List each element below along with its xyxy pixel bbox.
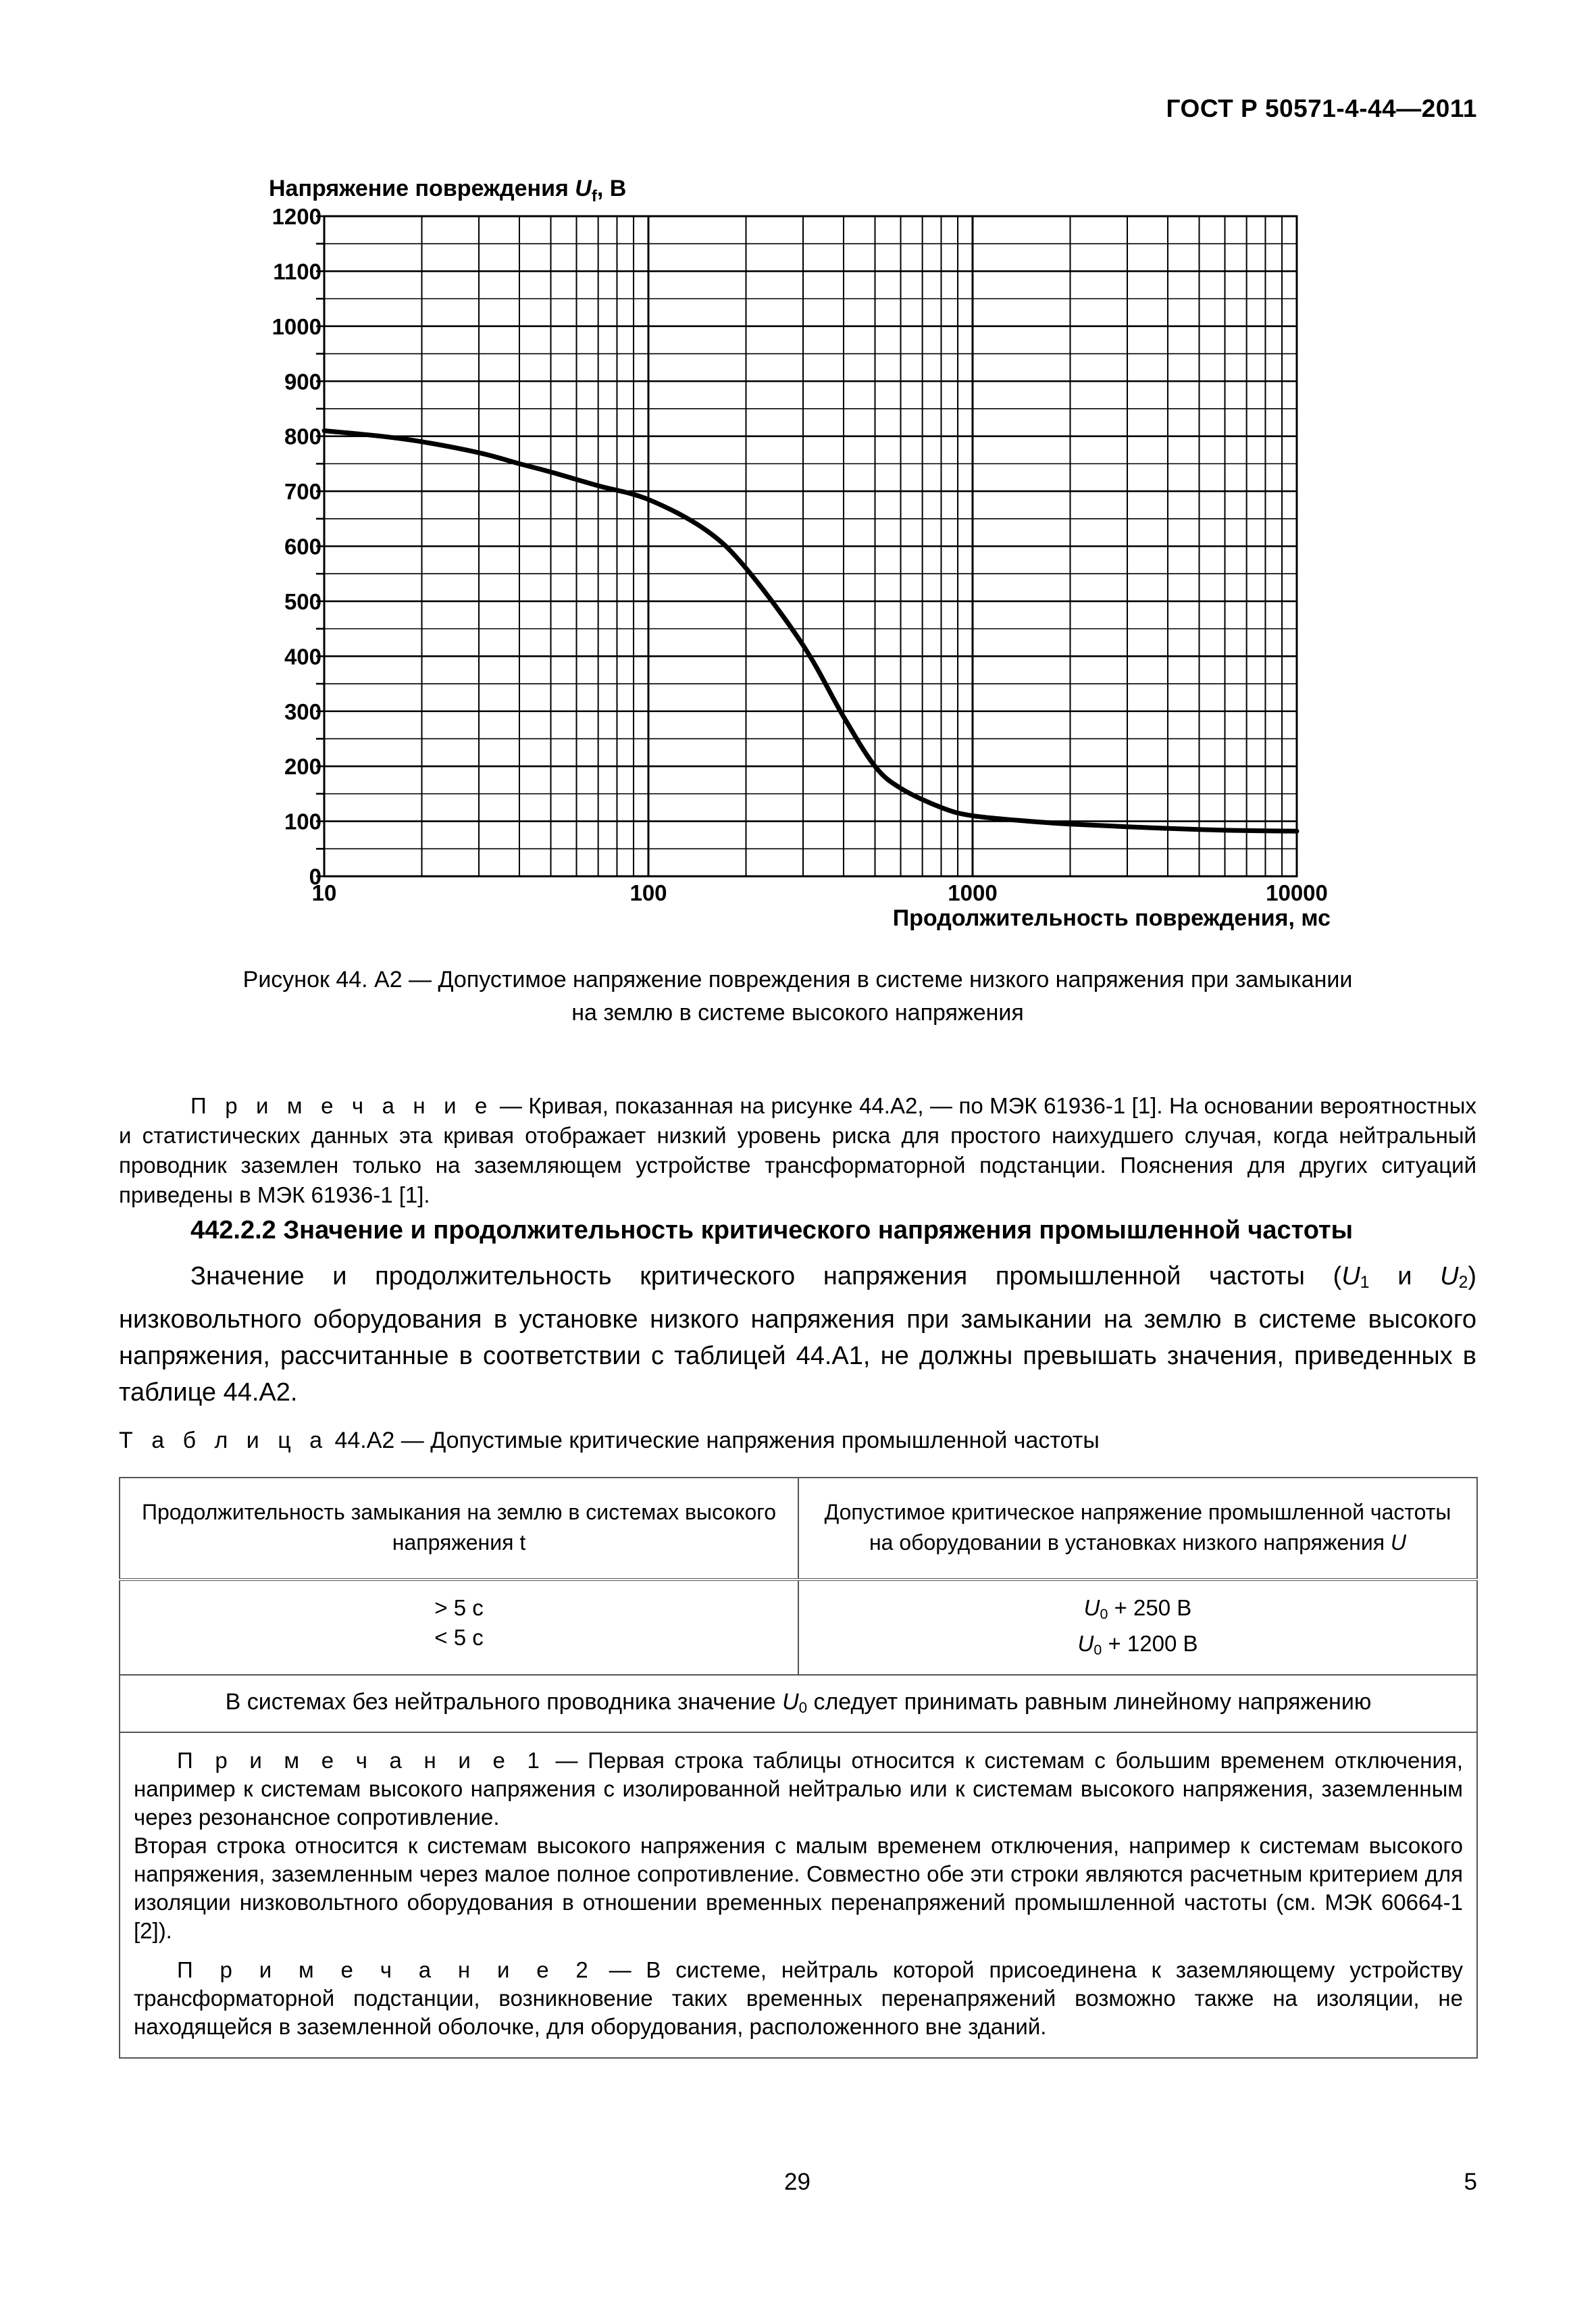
duration-cell: > 5 с < 5 с — [120, 1580, 798, 1675]
x-tick-label: 10000 — [1266, 880, 1328, 905]
y-tick-label: 500 — [284, 588, 321, 614]
chart-y-axis-label: Напряжение повреждения $U_f$, В — [269, 176, 627, 205]
table-notes-row — [120, 1732, 1477, 2058]
y-tick-label: 600 — [284, 534, 321, 559]
y-tick-label: 200 — [284, 754, 321, 780]
table-note-1: П р и м е ч а н и е 1 — Первая строка таблицы относится к системам с большим временем отключения, например к системам высокого напряжения с изолированной нейтралью или к системам высокого напряжения, заземленным через резонансное сопротивление. — [134, 1748, 1464, 1830]
section-body: Значение и продолжительность критического напряжения промышленной частоты ($U_1$ и $U_2$) низковольтного оборудования в установке низкого напряжения при замыкании на землю в системе высокого напряжения, рассчитанные в соответствии с таблицей 44.А1, не должны превышать значения, приведенных в таблице 44.А2. — [119, 1262, 1476, 1407]
chart-x-axis-label: Продолжительность повреждения, мс — [892, 905, 1331, 931]
y-tick-label: 800 — [284, 424, 321, 449]
y-tick-label: 900 — [284, 369, 321, 395]
figure-note — [119, 1091, 1476, 1210]
x-tick-labels — [312, 880, 1328, 905]
table-title: Т а б л и ц а 44.А2 — Допустимые критические напряжения промышленной частоты — [119, 1428, 1100, 1453]
table-span-row — [120, 1675, 1477, 1732]
x-tick-label: 100 — [629, 880, 667, 905]
section-heading: 442.2.2 Значение и продолжительность критического напряжения промышленной частоты — [190, 1216, 1354, 1244]
x-tick-label: 1000 — [948, 880, 998, 905]
y-tick-label: 100 — [284, 809, 321, 834]
y-tick-label: 700 — [284, 479, 321, 505]
fault-voltage-chart — [0, 0, 1596, 946]
table-header-row — [120, 1478, 1477, 1580]
table-row — [120, 1580, 1477, 1675]
page-number: 29 — [784, 2169, 810, 2195]
y-tick-label: 1100 — [273, 259, 321, 284]
note-label: П р и м е ч а н и е — [190, 1093, 494, 1118]
y-tick-label: 0 — [309, 864, 321, 889]
figure-caption-line2: на землю в системе высокого напряжения — [571, 1000, 1024, 1026]
voltage-table — [119, 1477, 1478, 2059]
y-tick-label: 400 — [284, 644, 321, 670]
table-note-1-continued: Вторая строка относится к системам высокого напряжения с малым временем отключения, например к системам высокого напряжения, заземленным через малое полное сопротивление. Совместно обе эти строки являются расчетным критерием для изоляции низковольтного оборудования в отношении временных перенапряжений промышленной частоты (см. МЭК 60664-1 [2]). — [134, 1833, 1463, 1943]
note-text: — Кривая, показанная на рисунке 44.А2, — по МЭК 61936-1 [1]. На основании вероятностных и статистических данных эта кривая отображает низкий уровень риска для простого наихудшего случая, когда нейтральный проводник заземлен только на заземляющем устройстве трансформаторной подстанции. Пояснения для других ситуаций приведены в МЭК 61936-1 [1]. — [119, 1093, 1476, 1207]
y-tick-label: 1000 — [272, 313, 321, 339]
voltage-cell: $U_0 + 250$ В $U_0 + 1200$ В — [798, 1580, 1477, 1675]
col1-header: Продолжительность замыкания на землю в системах высокого напряжения t — [120, 1478, 798, 1580]
x-tick-label: 10 — [311, 880, 337, 905]
y-tick-labels — [272, 204, 321, 889]
y-tick-label: 1200 — [272, 204, 321, 229]
table-notes — [120, 1732, 1477, 2058]
neutral-note: В системах без нейтрального проводника значение $U_0$ следует принимать равным линейному напряжению — [120, 1675, 1477, 1732]
figure-caption-line1: Рисунок 44. А2 — Допустимое напряжение повреждения в системе низкого напряжения при замыкании — [242, 967, 1353, 992]
sheet-number: 5 — [1464, 2169, 1477, 2195]
col2-header: Допустимое критическое напряжение промышленной частоты на оборудовании в установках низкого напряжения U — [798, 1478, 1477, 1580]
chart-grid — [316, 216, 1297, 876]
document-header: ГОСТ Р 50571-4-44—2011 — [1166, 95, 1477, 122]
table-note-2: П р и м е ч а н и е 2 — В системе, нейтраль которой присоединена к заземляющему устройству трансформаторной подстанции, возникновение таких временных перенапряжений возможно также на изоляции, не находящейся в заземленной оболочке, для оборудования, расположенного вне зданий. — [134, 1957, 1464, 2039]
y-tick-label: 300 — [284, 699, 321, 724]
